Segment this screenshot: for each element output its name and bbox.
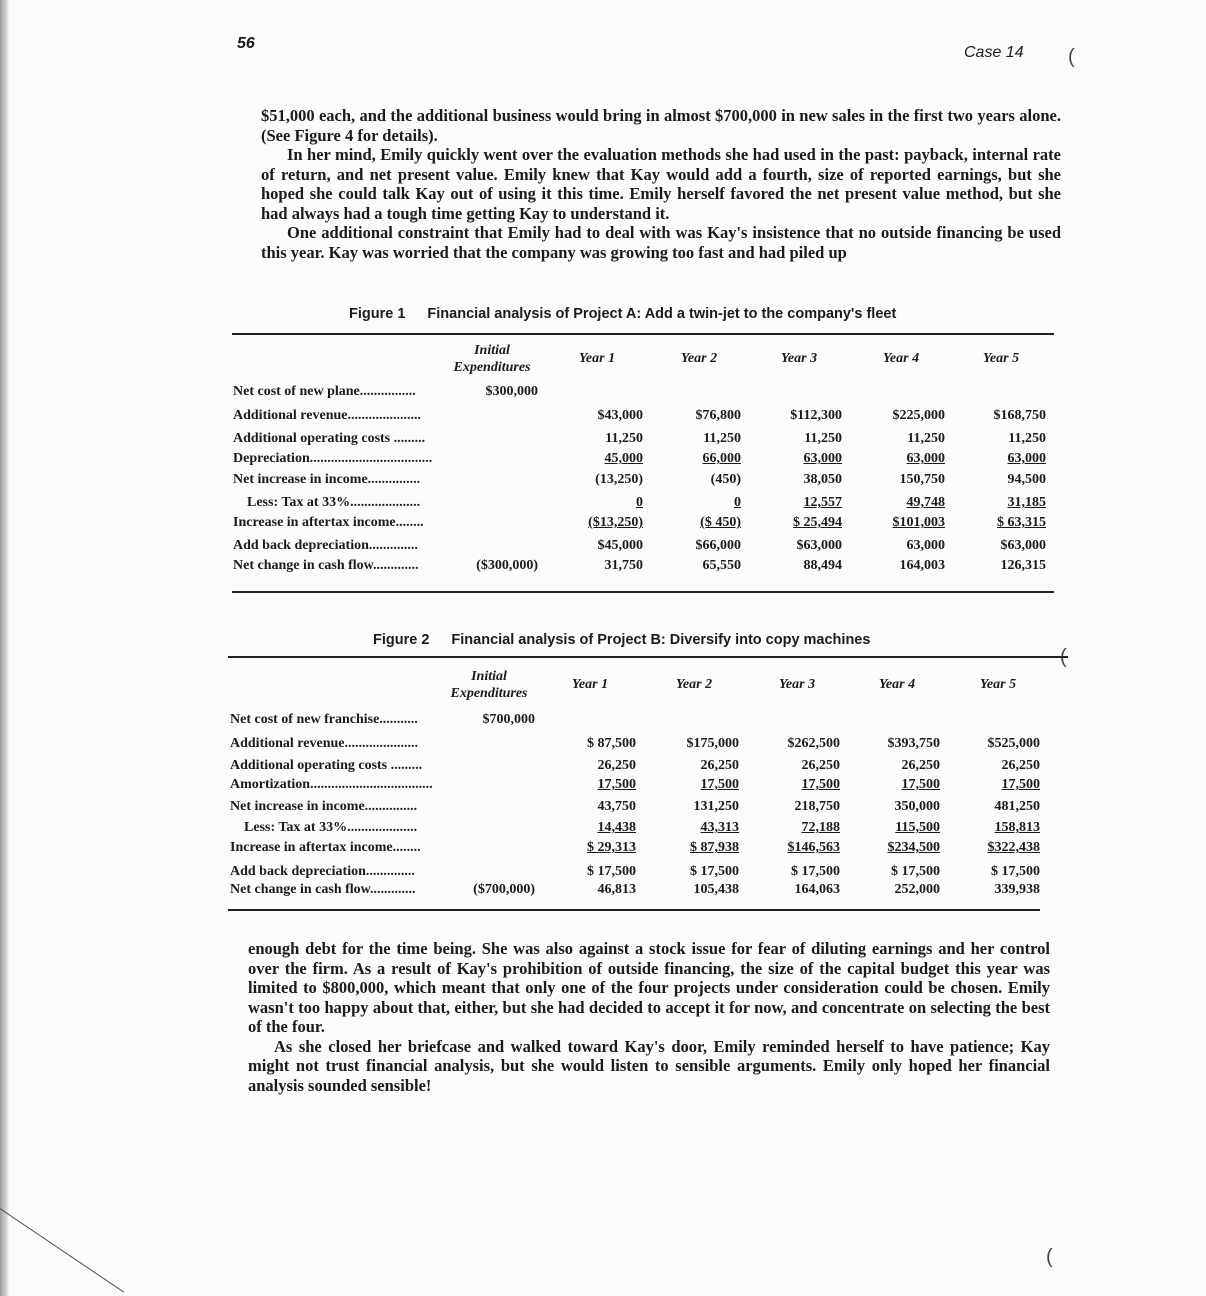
figure1-cell: 11,250: [605, 431, 643, 446]
figure2-caption: Financial analysis of Project B: Diversify into copy machines: [451, 632, 871, 648]
figure1-cell: 164,003: [899, 558, 945, 573]
figure1-row-label: Depreciation...................................: [233, 451, 433, 466]
figure1-bottom-rule: [232, 591, 1054, 593]
figure1-cell: $101,003: [892, 515, 945, 530]
figure2-row-label: Add back depreciation..............: [230, 864, 415, 879]
margin-mark: (: [1060, 646, 1067, 668]
paragraph: In her mind, Emily quickly went over the evaluation methods she had used in the past: payback, internal rate of return, and net present value. Emily knew that Kay would add a fourth, size of reported earnings, but she hoped she could talk Kay out of using it this time. Emily herself favored the net present value method, but she had always had a tough time getting Kay to understand it.: [261, 145, 1061, 223]
figure1-cell: 63,000: [906, 451, 945, 466]
body-text-top: [261, 106, 1061, 262]
figure2-cell: 105,438: [693, 882, 739, 897]
figure2-label: Figure 2: [373, 632, 430, 648]
figure2-cell: 43,313: [700, 820, 739, 835]
figure2-row-label: Additional operating costs .........: [230, 758, 423, 773]
figure1-row-label: Additional operating costs .........: [233, 431, 426, 446]
figure2-header-initial: Initial Expenditures: [450, 669, 528, 701]
figure1-cell: 150,750: [899, 472, 945, 487]
figure2-bottom-rule: [228, 909, 1040, 911]
figure2-row-label: Less: Tax at 33%....................: [244, 820, 418, 835]
figure1-cell: 11,250: [1008, 431, 1046, 446]
figure2-cell: $322,438: [987, 840, 1040, 855]
figure2-cell: 26,250: [801, 758, 840, 773]
figure2-cell: $262,500: [787, 736, 840, 751]
paragraph: $51,000 each, and the additional business would bring in almost $700,000 in new sales in the first two years alone. (See Figure 4 for details).: [261, 106, 1061, 145]
figure2-header-year-3: Year 3: [778, 677, 816, 692]
figure2-cell: 131,250: [693, 799, 739, 814]
figure2-row-label: Net increase in income...............: [230, 799, 418, 814]
figure1-cell: (450): [710, 472, 741, 487]
figure2-cell: $ 29,313: [587, 840, 636, 855]
figure2-cell: $ 17,500: [991, 864, 1040, 879]
figure1-cell: $ 25,494: [793, 515, 842, 530]
figure1-cell: 45,000: [604, 451, 643, 466]
figure1-cell: ($13,250): [588, 515, 643, 530]
figure1-cell: 126,315: [1000, 558, 1046, 573]
figure1-cell: 38,050: [803, 472, 842, 487]
figure1-cell: 11,250: [907, 431, 945, 446]
figure2-cell: $700,000: [482, 712, 535, 727]
figure2-cell: 26,250: [597, 758, 636, 773]
figure2-cell: $234,500: [887, 840, 940, 855]
figure1-cell: $112,300: [790, 408, 842, 423]
figure2-cell: 158,813: [994, 820, 1040, 835]
figure2-row-label: Amortization...................................: [230, 777, 433, 792]
figure2-cell: 43,750: [597, 799, 636, 814]
figure2-cell: ($700,000): [473, 882, 535, 897]
figure1-header-year-2: Year 2: [680, 351, 718, 366]
figure2-cell: 26,250: [1001, 758, 1040, 773]
figure2-row-label: Net cost of new franchise...........: [230, 712, 418, 727]
figure1-header-year-1: Year 1: [578, 351, 616, 366]
figure1-row-label: Additional revenue.....................: [233, 408, 421, 423]
body-text-bottom: [248, 939, 1050, 1095]
figure2-cell: 17,500: [700, 777, 739, 792]
figure1-cell: 63,000: [906, 538, 945, 553]
figure2-cell: $ 87,938: [690, 840, 739, 855]
figure2-title: [373, 632, 870, 648]
figure1-top-rule: [232, 333, 1054, 335]
figure1-cell: 49,748: [906, 495, 945, 510]
figure2-cell: 17,500: [597, 777, 636, 792]
figure2-cell: $ 17,500: [791, 864, 840, 879]
figure1-cell: 0: [636, 495, 643, 510]
case-label: Case 14: [964, 44, 1024, 61]
figure1-cell: $300,000: [485, 384, 538, 399]
figure1-cell: 63,000: [1007, 451, 1046, 466]
figure1-cell: 66,000: [702, 451, 741, 466]
figure1-cell: 0: [734, 495, 741, 510]
figure1-row-label: Net change in cash flow.............: [233, 558, 419, 573]
figure1-row-label: Increase in aftertax income........: [233, 515, 424, 530]
figure2-header-year-2: Year 2: [675, 677, 713, 692]
figure1-cell: ($ 450): [700, 515, 741, 530]
figure2-header-year-5: Year 5: [979, 677, 1017, 692]
figure2-cell: 350,000: [894, 799, 940, 814]
margin-mark: (: [1046, 1246, 1053, 1268]
figure1-cell: $66,000: [695, 538, 741, 553]
figure1-cell: $76,800: [695, 408, 741, 423]
figure2-cell: $ 17,500: [587, 864, 636, 879]
figure2-cell: 17,500: [1001, 777, 1040, 792]
figure2-cell: $ 17,500: [690, 864, 739, 879]
figure1-cell: 11,250: [804, 431, 842, 446]
figure2-cell: 218,750: [794, 799, 840, 814]
figure1-cell: $63,000: [796, 538, 842, 553]
paragraph: One additional constraint that Emily had to deal with was Kay's insistence that no outside financing be used this year. Kay was worried that the company was growing too fast and had piled up: [261, 223, 1061, 262]
paragraph: enough debt for the time being. She was also against a stock issue for fear of diluting earnings and her control over the firm. As a result of Kay's prohibition of outside financing, the size of the capital budget this year was limited to $800,000, which meant that only one of the four projects under consideration could be chosen. Emily wasn't too happy about that, either, but she had decided to accept it for now, and concentrate on selecting the best of the four.: [248, 939, 1050, 1036]
figure1-cell: $ 63,315: [997, 515, 1046, 530]
figure1-cell: ($300,000): [476, 558, 538, 573]
figure1-header-year-5: Year 5: [982, 351, 1020, 366]
figure2-row-label: Additional revenue.....................: [230, 736, 418, 751]
figure2-row-label: Increase in aftertax income........: [230, 840, 421, 855]
figure1-row-label: Net cost of new plane................: [233, 384, 416, 399]
figure1-cell: (13,250): [595, 472, 643, 487]
figure1-row-label: Less: Tax at 33%....................: [247, 495, 421, 510]
figure2-cell: 164,063: [794, 882, 840, 897]
figure2-cell: 252,000: [894, 882, 940, 897]
figure1-cell: $43,000: [597, 408, 643, 423]
figure2-top-rule: [228, 656, 1068, 658]
figure1-cell: $168,750: [993, 408, 1046, 423]
figure2-cell: $175,000: [686, 736, 739, 751]
figure1-cell: 11,250: [703, 431, 741, 446]
figure2-cell: 17,500: [801, 777, 840, 792]
figure1-cell: 94,500: [1007, 472, 1046, 487]
figure2-cell: $393,750: [887, 736, 940, 751]
figure1-header-year-4: Year 4: [882, 351, 920, 366]
figure1-cell: 12,557: [803, 495, 842, 510]
page-number: 56: [237, 35, 255, 52]
figure1-cell: 65,550: [702, 558, 741, 573]
margin-mark: (: [1068, 46, 1075, 68]
scan-edge: [0, 0, 9, 1296]
figure2-cell: 72,188: [801, 820, 840, 835]
figure1-caption: Financial analysis of Project A: Add a twin-jet to the company's fleet: [427, 306, 897, 322]
figure2-header-year-1: Year 1: [571, 677, 609, 692]
paper-fold-line: [0, 1208, 124, 1293]
figure2-cell: 481,250: [994, 799, 1040, 814]
figure2-cell: 339,938: [994, 882, 1040, 897]
figure2-cell: 115,500: [895, 820, 940, 835]
figure2-cell: 46,813: [597, 882, 636, 897]
figure1-header-year-3: Year 3: [780, 351, 818, 366]
figure1-cell: 31,750: [604, 558, 643, 573]
figure1-row-label: Add back depreciation..............: [233, 538, 418, 553]
figure1-header-initial: Initial Expenditures: [453, 343, 531, 375]
figure2-cell: 14,438: [597, 820, 636, 835]
figure2-cell: 26,250: [700, 758, 739, 773]
figure2-cell: 26,250: [901, 758, 940, 773]
figure2-cell: $ 17,500: [891, 864, 940, 879]
figure1-title: [349, 306, 896, 322]
paragraph: As she closed her briefcase and walked toward Kay's door, Emily reminded herself to have patience; Kay might not trust financial analysis, but she would listen to sensible arguments. Emily only hoped her financial analysis sounded sensible!: [248, 1036, 1050, 1095]
figure1-cell: 88,494: [803, 558, 842, 573]
figure2-cell: $525,000: [987, 736, 1040, 751]
figure2-header-year-4: Year 4: [878, 677, 916, 692]
figure1-cell: $63,000: [1000, 538, 1046, 553]
figure1-cell: $45,000: [597, 538, 643, 553]
figure1-cell: $225,000: [892, 408, 945, 423]
figure1-cell: 31,185: [1007, 495, 1046, 510]
figure2-cell: 17,500: [901, 777, 940, 792]
figure2-cell: $ 87,500: [587, 736, 636, 751]
figure2-row-label: Net change in cash flow.............: [230, 882, 416, 897]
figure1-label: Figure 1: [349, 306, 406, 322]
figure1-cell: 63,000: [803, 451, 842, 466]
figure1-row-label: Net increase in income...............: [233, 472, 421, 487]
figure2-cell: $146,563: [787, 840, 840, 855]
